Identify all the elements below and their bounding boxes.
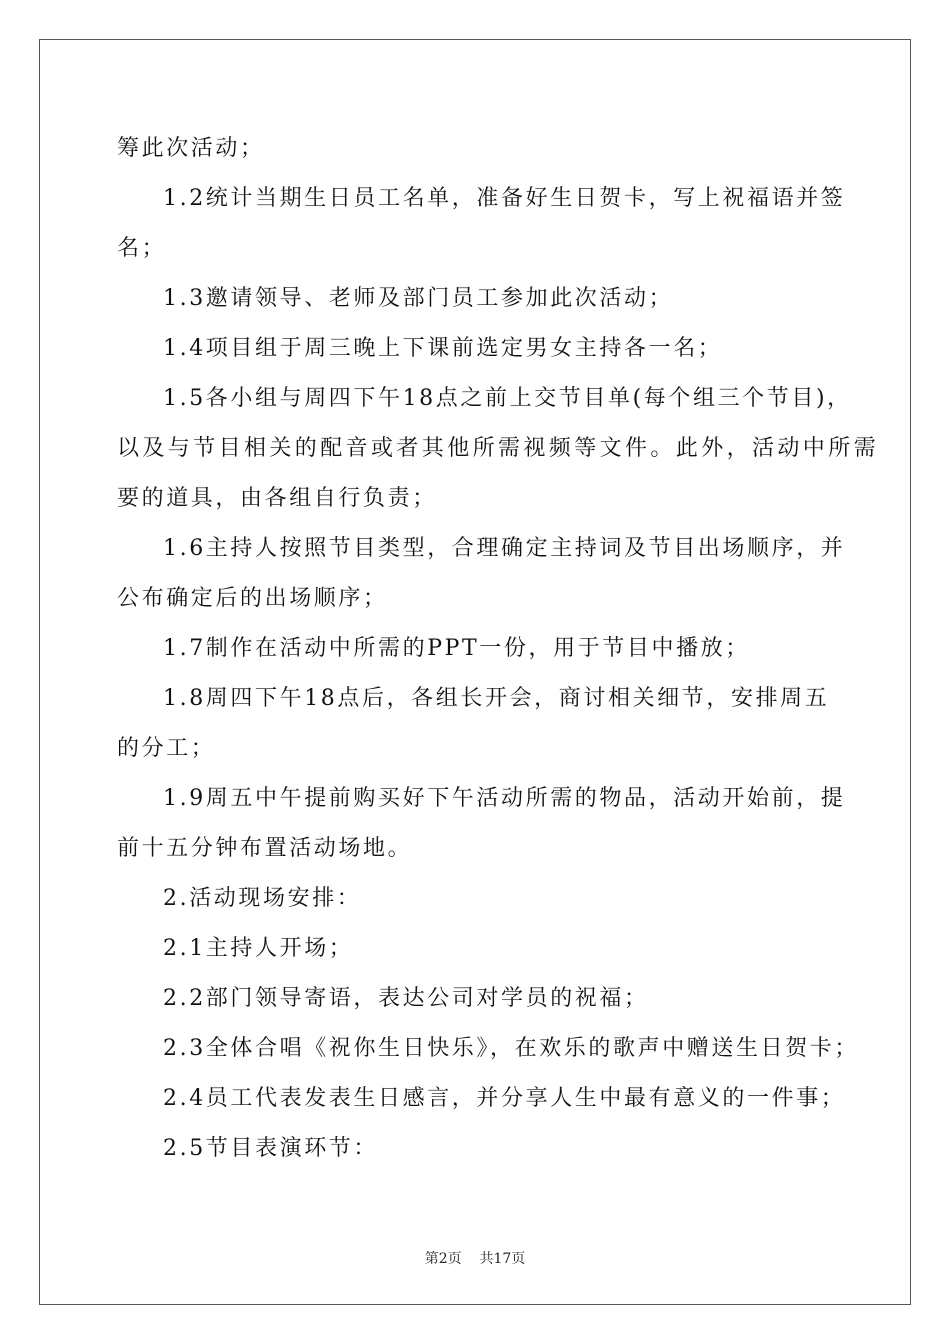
text-line: 要的道具，由各组自行负责； (117, 486, 437, 511)
text-line: 公布确定后的出场顺序； (117, 586, 388, 611)
page-number: 第2页 共17页 (424, 1251, 526, 1267)
text-line: 1.7制作在活动中所需的PPT一份，用于节目中播放； (163, 636, 750, 661)
text-line: 2.5节目表演环节： (163, 1136, 378, 1161)
text-line: 以及与节目相关的配音或者其他所需视频等文件。此外，活动中所需 (117, 436, 880, 461)
text-line: 1.3邀请领导、老师及部门员工参加此次活动； (163, 286, 674, 311)
text-line: 1.5各小组与周四下午18点之前上交节目单(每个组三个节目)， (163, 386, 852, 411)
text-line: 筹此次活动； (117, 136, 265, 161)
text-line: 1.2统计当期生日员工名单，准备好生日贺卡，写上祝福语并签 (163, 186, 846, 211)
text-line: 2.活动现场安排： (163, 886, 362, 911)
text-line: 的分工； (117, 736, 216, 761)
text-line: 名； (117, 236, 167, 261)
text-line: 1.8周四下午18点后，各组长开会，商讨相关细节，安排周五 (163, 686, 830, 711)
text-line: 2.1主持人开场； (163, 936, 354, 961)
text-line: 1.4项目组于周三晚上下课前选定男女主持各一名； (163, 336, 723, 361)
text-line: 1.6主持人按照节目类型，合理确定主持词及节目出场顺序，并 (163, 536, 846, 561)
text-line: 1.9周五中午提前购买好下午活动所需的物品，活动开始前，提 (163, 786, 846, 811)
text-line: 2.2部门领导寄语，表达公司对学员的祝福； (163, 986, 649, 1011)
text-line: 2.4员工代表发表生日感言，并分享人生中最有意义的一件事； (163, 1086, 846, 1111)
document-body (117, 124, 880, 1174)
text-line: 2.3全体合唱《祝你生日快乐》，在欢乐的歌声中赠送生日贺卡； (163, 1036, 859, 1061)
text-line: 前十五分钟布置活动场地。 (117, 836, 413, 861)
